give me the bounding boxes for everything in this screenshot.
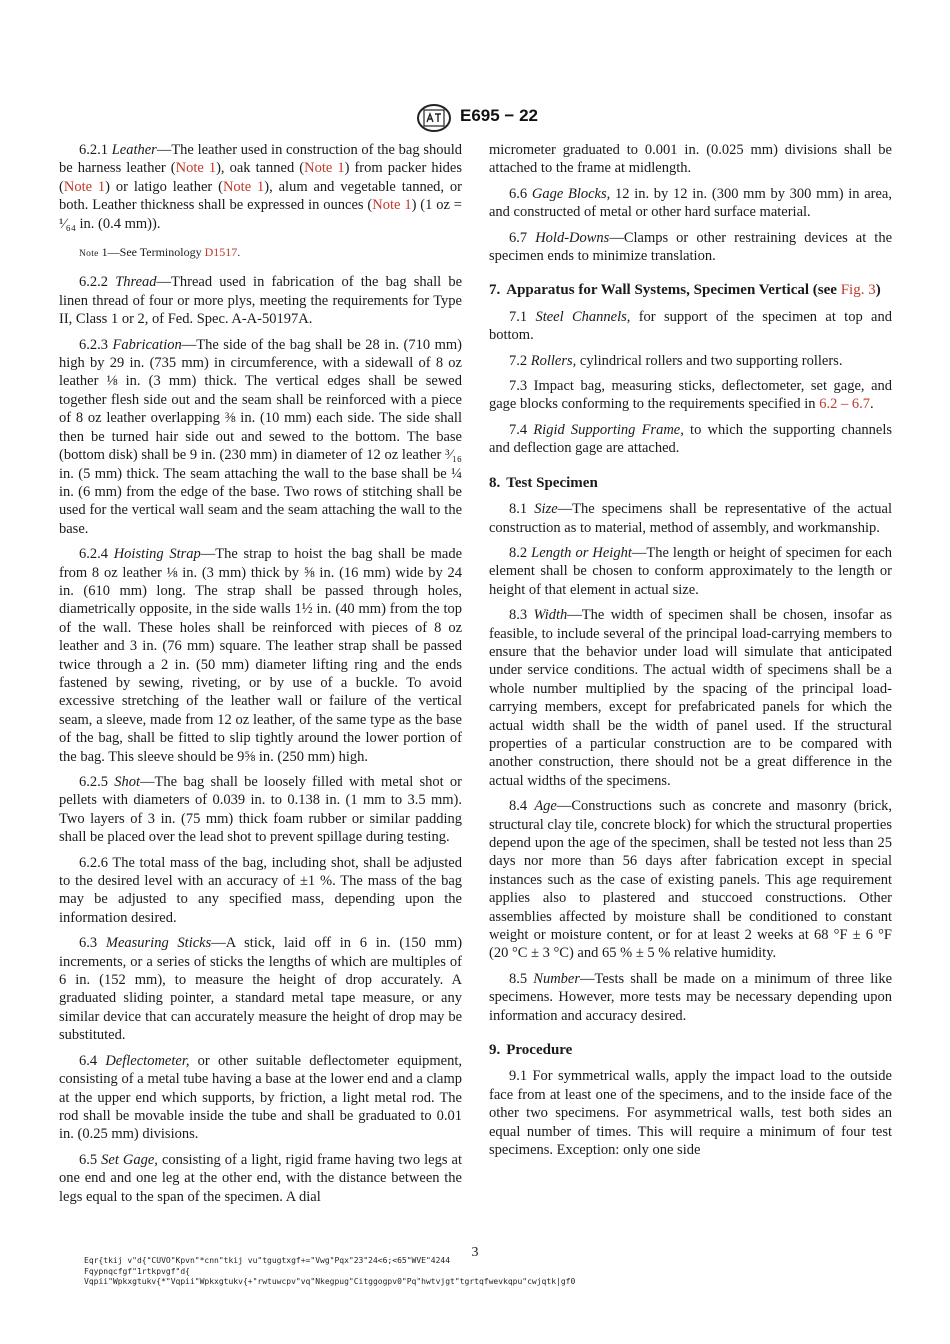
paragraph-6-2-5: 6.2.5 Shot—The bag shall be loosely filled with metal shot or pellets with diameters of 0.039 in. to 0.138 in. (1 mm to 3.5 mm). Two layers of 3 in. (75 mm) thick foam rubber or similar padding shall be placed over the lead shot to prevent spillage during testing. bbox=[59, 774, 462, 846]
page-header bbox=[0, 104, 950, 132]
paragraph-6-2-3: 6.2.3 Fabrication—The side of the bag shall be 28 in. (710 mm) high by 29 in. (735 mm) in circumference, with a sidewall of 8 oz leather ⅛ in. (3 mm) thick. The vertical edges shall be sewed together flesh side out and the seam shall be reinforced with a piece of 8 oz leather overlapping ⅜ in. (10 mm) each side. The side shall then be turned hair side out and sewed to the bottom. The base (bottom disk) shall be 9 in. (230 mm) in diameter of 12 oz leather ³⁄₁₆ in. (5 mm) thick. The seam attaching the wall to the base shall be ¼ in. (6 mm) from the edge of the base. Two rows of stitching shall be used for the vertical wall seam and the seam attaching the wall to the base. bbox=[59, 336, 462, 537]
license-line-2: Fqypnqcfgf"1rtkpvgf"d{ bbox=[84, 1266, 190, 1276]
paragraph-7-4: 7.4 Rigid Supporting Frame, to which the supporting channels and deflection gage are attached. bbox=[489, 421, 893, 457]
fig-3-link[interactable]: Fig. 3 bbox=[840, 282, 876, 299]
paragraph-6-5: 6.5 Set Gage, consisting of a light, rigid frame having two legs at one end and one leg at the other end, with the distance between the legs equal to the span of the specimen. A dial bbox=[59, 1151, 462, 1205]
paragraph-8-4: 8.4 Age—Constructions such as concrete and masonry (brick, structural clay tile, concrete block) for which the structural properties depend upon the age of the specimen, shall be tested not less than 25 days nor more than 56 days after fabrication except in special instances such as the case of existing panels. This age requirement applies also to plastered and stuccoed constructions. Other assemblies affected by moisture shall be conditioned to constant weight or moisture content, or for at least 2 weeks at 68 °F ± 6 °F (20 °C ± 3 °C) and 65 % ± 5 % relative humidity. bbox=[489, 798, 892, 962]
note-link[interactable]: Note 1 bbox=[372, 197, 412, 214]
paragraph-8-5: 8.5 Number—Tests shall be made on a minimum of three like specimens. However, more tests may be necessary depending upon information and accuracy desired. bbox=[489, 970, 893, 1024]
page-number: 3 bbox=[471, 1245, 479, 1260]
paragraph-6-6: 6.6 Gage Blocks, 12 in. by 12 in. (300 mm by 300 mm) in area, and constructed of metal or other hard surface material. bbox=[489, 185, 892, 221]
section-range-link[interactable]: 6.2 – 6.7 bbox=[819, 396, 870, 413]
paragraph-9-1: 9.1 For symmetrical walls, apply the impact load to the outside face from at least one of the specimens, and to the inside face of the other two specimens. For asymmetrical walls, test both sides an equal number of times. This will require a minimum of four test specimens. Exception: only one side bbox=[489, 1068, 892, 1159]
paragraph-6-2-1: 6.2.1 Leather—The leather used in construction of the bag should be harness leather (Note 1), oak tanned (Note 1) from packer hides (Note 1) or latigo leather (Note 1), alum and vegetable tanned, or both. Leather thickness shall be expressed in ounces (Note 1) (1 oz = ¹⁄₆₄ in. (0.4 mm)). bbox=[59, 142, 462, 232]
note-link[interactable]: Note 1 bbox=[304, 160, 345, 177]
paragraph-6-2-6: 6.2.6 The total mass of the bag, including shot, shall be adjusted to the desired level with an accuracy of ±1 %. The mass of the bag may be adjusted to any specified mass, depending upon the information desired. bbox=[59, 854, 462, 926]
paragraph-7-2: 7.2 Rollers, cylindrical rollers and two supporting rollers. bbox=[509, 352, 843, 369]
license-line-3: Vqpii"Wpkxgtukv{*"Vqpii"Wpkxgtukv{+"rwtuwcpv"vq"Nkegpug"Citggogpv0"Pq"hwtvjgt"tgrtqfwevkqpu"cwjqtk|gf0 bbox=[84, 1277, 576, 1286]
paragraph-8-1: 8.1 Size—The specimens shall be representative of the actual construction as to material, method of assembly, and workmanship. bbox=[489, 501, 893, 536]
paragraph-7-1: 7.1 Steel Channels, for support of the specimen at top and bottom. bbox=[489, 308, 892, 344]
paragraph-7-3: 7.3 Impact bag, measuring sticks, deflectometer, set gage, and gage blocks conforming to the requirements specified in 6.2 – 6.7. bbox=[489, 378, 893, 413]
paragraph-8-2: 8.2 Length or Height—The length or height of specimen for each element shall be chosen to conform approximately to the length or height of that element in actual size. bbox=[489, 544, 892, 598]
d1517-link[interactable]: D1517 bbox=[204, 245, 238, 260]
paragraph-6-4: 6.4 Deflectometer, or other suitable deflectometer equipment, consisting of a metal tube having a base at the lower end and a clamp at the upper end which supports, by friction, a light metal rod. The rod shall be movable inside the tube and shall be graduated to 0.01 in. (0.25 mm) divisions. bbox=[59, 1052, 462, 1143]
section-heading-9: 9. Procedure bbox=[489, 1042, 573, 1059]
note-link[interactable]: Note 1 bbox=[222, 178, 265, 195]
note-1: Note 1—See Terminology D1517. bbox=[79, 245, 241, 260]
paragraph-6-3: 6.3 Measuring Sticks—A stick, laid off in 6 in. (150 mm) increments, or a series of sticks the lengths of which are multiples of 6 in. (152 mm), to measure the height of drop accurately. A graduated sliding pointer, a standard metal tape measure, or any similar device that can accurately measure the height of drop may be substituted. bbox=[59, 935, 463, 1044]
paragraph-6-2-2: 6.2.2 Thread—Thread used in fabrication of the bag shall be linen thread of four or more plys, meeting the requirements for Type II, Class 1 or 2, of Fed. Spec. A-A-50197A. bbox=[59, 274, 463, 328]
paragraph-6-7: 6.7 Hold-Downs—Clamps or other restraining devices at the specimen ends to minimize translation. bbox=[489, 229, 893, 265]
license-footer bbox=[84, 1256, 604, 1288]
section-heading-8: 8. Test Specimen bbox=[489, 474, 598, 491]
document-id: E695 − 22 bbox=[460, 106, 538, 125]
paragraph-6-2-4: 6.2.4 Hoisting Strap—The strap to hoist the bag shall be made from 8 oz leather ⅛ in. (3 mm) thick by ⅝ in. (16 mm) wide by 24 in. (610 mm) long. The strap shall be passed through holes, diametrically opposite, in the side walls 1½ in. (40 mm) from the top of the wall. These holes shall be reinforced with pieces of 8 oz leather and 3 in. (76 mm) square. The leather strap shall be passed twice through a 2 in. (50 mm) diameter lifting ring and the ends fastened by sewing, riveting, or by use of a buckle. To avoid excessive stretching of the leather wall or failure of the vertical seam, a sleeve, made from 12 oz leather, of the same type as the base of the bag, shall be fitted to slip tightly around the lower portion of the bag. This sleeve should be 9⅝ in. (250 mm) high. bbox=[59, 546, 463, 765]
license-line-1: Eqr{tkij v"d{"CUVO"Kpvn"*cnn"tkij vu"tgugtxgf+="Vwg"Pqx"23"24<6;<65"WVE"4244 bbox=[84, 1256, 451, 1265]
note-link[interactable]: Note 1 bbox=[175, 160, 217, 177]
section-heading-7: 7. Apparatus for Wall Systems, Specimen Vertical (see Fig. 3) bbox=[489, 282, 881, 299]
left-column bbox=[59, 141, 462, 1213]
paragraph-8-3: 8.3 Width—The width of specimen shall be chosen, insofar as feasible, to include several of the principal load-carrying members to ensure that the behavior under load will simulate that anticipated under service conditions. The actual width of specimens shall be a whole number multiplied by the spacing of the principal load-carrying members, except for prefabricated panels for which the actual width shall be the width of panel used. If the structural properties of a particular construction are to be compared with another construction, there should not be a great difference in the actual widths of the specimens. bbox=[489, 607, 892, 789]
right-column bbox=[489, 141, 892, 1167]
note-link[interactable]: Note 1 bbox=[63, 178, 106, 195]
paragraph-6-5-continued: micrometer graduated to 0.001 in. (0.025 mm) divisions shall be attached to the frame at midlength. bbox=[489, 142, 892, 177]
astm-logo-icon bbox=[416, 104, 452, 132]
